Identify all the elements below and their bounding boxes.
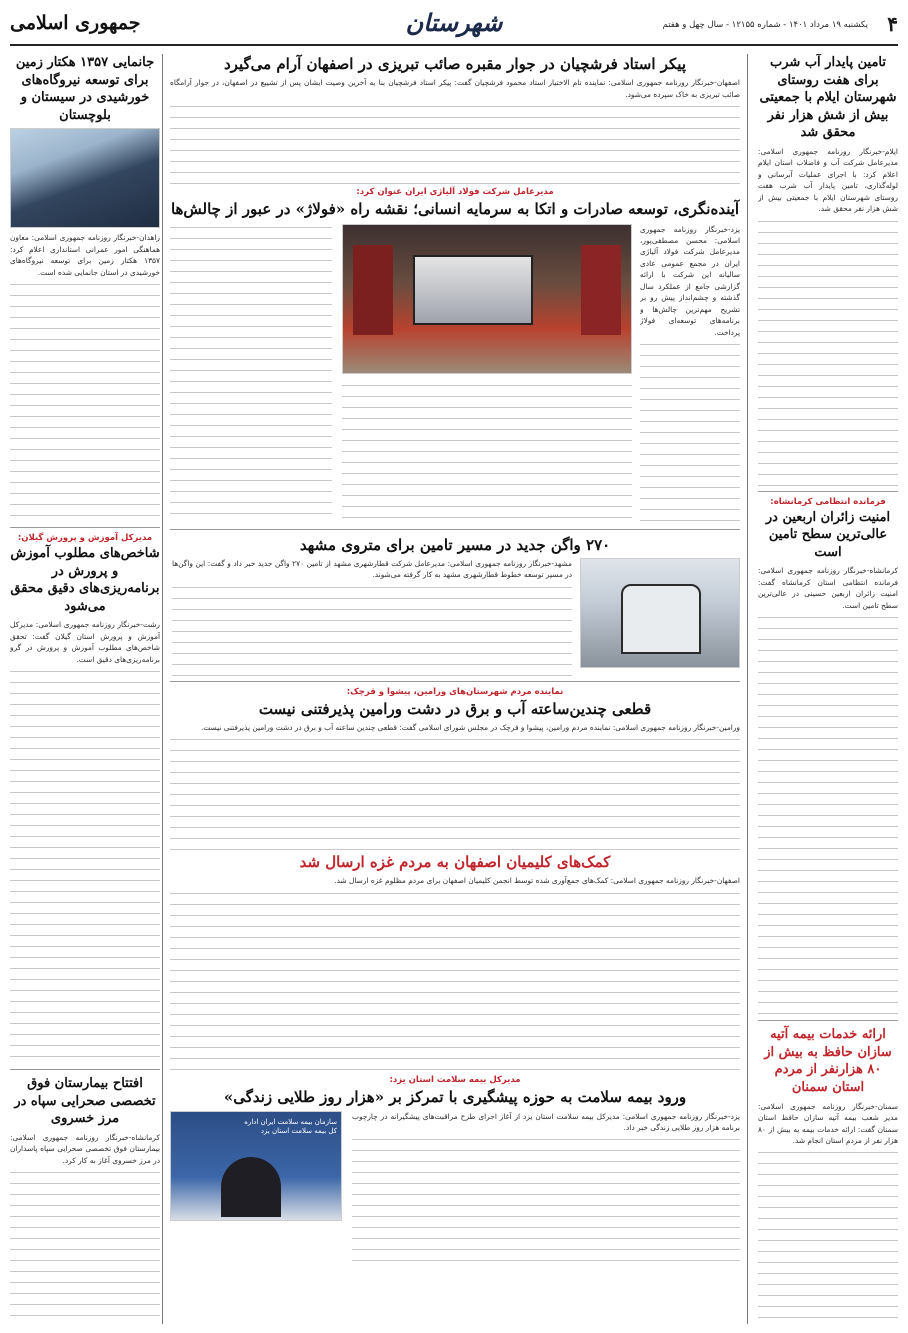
divider [758, 491, 898, 492]
article-title: تامین پایدار آب شرب برای هفت روستای شهرستان ایلام با جمعیتی بیش از شش هزار نفر محقق شد [759, 55, 897, 141]
article-kicker: نماینده مردم شهرستان‌های ورامین، پیشوا و قرچک: [346, 686, 564, 697]
divider [758, 1020, 898, 1021]
article-kicker: فرمانده انتظامی کرمانشاه: [770, 496, 886, 507]
article-title: امنیت زائران اربعین در عالی‌ترین سطح تامین است [765, 509, 891, 560]
article-paragraph: کرمانشاه-خبرنگار روزنامه جمهوری اسلامی: بیمارستان فوق تخصصی صحرایی سپاه پاسداران در مرز خسروی آغاز به کار کرد. [10, 1133, 160, 1165]
main-column [170, 54, 740, 1324]
conference-photo [342, 224, 632, 374]
text-lines [10, 281, 160, 522]
text-lines [758, 218, 898, 486]
article-title: شاخص‌های مطلوب آموزش و پرورش در برنامه‌ریزی‌های دقیق محقق می‌شود [10, 546, 160, 614]
date-line: یکشنبه ۱۹ مرداد ۱۴۰۱ - شماره ۱۲۱۵۵ - سال چهل و هفتم [662, 20, 868, 30]
article-paragraph: اصفهان-خبرنگار روزنامه جمهوری اسلامی: کمک‌های جمع‌آوری شده توسط انجمن کلیمیان اصفهان برای مردم مظلوم غزه ارسال شد. [334, 876, 740, 886]
text-lines [170, 103, 740, 187]
text-lines [10, 1169, 160, 1324]
article-paragraph: ایلام-خبرنگار روزنامه جمهوری اسلامی: مدیرعامل شرکت آب و فاضلاب استان ایلام اعلام کرد: با اجرای عملیات آبرسانی و لوله‌گذاری، تامین پایدار آب شرب هفت روستای شهرستان ایلام با جمعیتی بیش از شش هزار نفر محقق شد. [758, 146, 898, 214]
left-column [10, 54, 160, 1324]
article-body [640, 224, 740, 524]
text-lines [170, 224, 332, 524]
solar-panels-photo [10, 128, 160, 228]
divider [170, 681, 740, 682]
divider [170, 529, 740, 530]
column-rule [162, 54, 163, 1324]
train-front [621, 584, 701, 654]
column-rule [747, 54, 748, 1324]
flowers [581, 245, 621, 335]
article-body [758, 565, 898, 1015]
text-lines [172, 584, 572, 676]
text-lines [342, 382, 632, 524]
article-title: افتتاح بیمارستان فوق تخصصی صحرایی سپاه در مرز خسروی [14, 1076, 156, 1127]
article-paragraph: اصفهان-خبرنگار روزنامه جمهوری اسلامی: نماینده تام الاختیار استاد محمود فرشچیان گفت: پیکر استاد فرشچیان بنا به آخرین وصیت ایشان پس از تشییع در اصفهان، در جوار آرامگاه صائب تبریزی به خاک سپرده می‌شود. [170, 78, 740, 99]
article-paragraph: مشهد-خبرنگار روزنامه جمهوری اسلامی: مدیرعامل شرکت قطارشهری مشهد از تامین ۲۷۰ واگن جدید خبر داد و گفت: این واگن‌ها در مسیر توسعه خطوط قطارشهری مشهد به کار گرفته می‌شوند. [172, 558, 572, 580]
article-paragraph: یزد-خبرنگار روزنامه جمهوری اسلامی: محسن مصطفی‌پور، مدیرعامل شرکت فولاد آلیاژی ایران در مجمع عمومی عادی سالیانه این شرکت با ارائه گزارشی جامع از عملکرد سال گذشته و چشم‌انداز پیش رو بر تشریح مهم‌ترین چالش‌ها و برنامه‌های توسعه‌ای فولاژ پرداخت. [640, 224, 740, 337]
newspaper-brand: جمهوری اسلامی [10, 12, 141, 34]
article-body [172, 558, 572, 676]
article-body [170, 722, 740, 852]
article-title: آینده‌نگری، توسعه صادرات و اتکا به سرمایه انسانی؛ نقشه راه «فولاژ» در عبور از چالش‌ها [170, 200, 740, 219]
metro-photo [580, 558, 740, 668]
text-lines [170, 736, 740, 852]
article-paragraph: یزد-خبرنگار روزنامه جمهوری اسلامی: مدیرکل بیمه سلامت استان یزد از آغاز اجرای طرح مراقبت‌های پیشگیرانه در چارچوب برنامه هزار روز طلایی زندگی خبر داد. [352, 1111, 740, 1132]
article-body [758, 146, 898, 486]
article-body [10, 1132, 160, 1324]
article-title: ۲۷۰ واگن جدید در مسیر تامین برای متروی مشهد [299, 535, 611, 554]
person-silhouette [221, 1157, 281, 1217]
photo-caption: سازمان بیمه سلامت ایران اداره کل بیمه سلامت استان یزد [244, 1117, 337, 1135]
official-photo [170, 1111, 342, 1221]
article-title: پیکر استاد فرشچیان در جوار مقبره صائب تبریزی در اصفهان آرام می‌گیرد [224, 55, 686, 73]
divider [10, 527, 160, 528]
article-body [170, 875, 740, 1075]
divider [10, 1069, 160, 1070]
article-title: قطعی چندین‌ساعته آب و برق در دشت ورامین پذیرفتنی نیست [258, 699, 652, 718]
section-title: شهرستان [405, 8, 503, 37]
article-title: ارائه خدمات بیمه آتیه سازان حافظ به بیش از ۸۰ هزارنفر از مردم استان سمنان [764, 1027, 892, 1096]
article-paragraph: کرمانشاه-خبرنگار روزنامه جمهوری اسلامی: فرمانده انتظامی استان کرمانشاه گفت: امنیت زائران اربعین حسینی در عالی‌ترین سطح تامین است. [758, 566, 898, 610]
article-body [170, 224, 332, 524]
article-title: ورود بیمه سلامت به حوزه پیشگیری با تمرکز بر «هزار روز طلایی زندگی» [223, 1088, 687, 1107]
flowers [353, 245, 393, 335]
article-body [170, 77, 740, 187]
article-title: جانمایی ۱۳۵۷ هکتار زمین برای توسعه نیروگاه‌های خورشیدی در سیستان و بلوچستان [15, 55, 155, 123]
article-title: کمک‌های کلیمیان اصفهان به مردم غزه ارسال شد [299, 853, 611, 871]
stage-screen [413, 255, 533, 325]
article-body [10, 232, 160, 522]
text-lines [758, 614, 898, 1015]
page-number: ۴ [887, 12, 898, 36]
article-body [758, 1101, 898, 1324]
article-body [342, 382, 632, 524]
article-block [170, 224, 740, 524]
article-kicker: مدیرکل بیمه سلامت استان یزد: [389, 1075, 521, 1086]
article-body [352, 1111, 740, 1261]
article-paragraph: سمنان-خبرنگار روزنامه جمهوری اسلامی: مدیر شعب بیمه آتیه سازان حافظ استان سمنان گفت: ارائه خدمات بیمه به بیش از ۸۰ هزار نفر از مردم استان انجام شد. [758, 1101, 898, 1145]
article-block [170, 1111, 740, 1261]
article-kicker: مدیرعامل شرکت فولاد آلیاژی ایران عنوان کرد: [356, 187, 554, 198]
page-header [10, 6, 898, 46]
right-column [758, 54, 898, 1324]
text-lines [758, 1149, 898, 1324]
text-lines [170, 890, 740, 1076]
text-lines [352, 1136, 740, 1260]
text-lines [10, 668, 160, 1064]
article-kicker: مدیرکل آموزش و پرورش گیلان: [17, 533, 153, 544]
article-paragraph: زاهدان-خبرنگار روزنامه جمهوری اسلامی: معاون هماهنگی امور عمرانی استانداری اعلام کرد: ۱۳۵۷ هکتار زمین برای توسعه نیروگاه‌های خورشیدی در استان جانمایی شده است. [10, 233, 160, 277]
article-paragraph: ورامین-خبرنگار روزنامه جمهوری اسلامی: نماینده مردم ورامین، پیشوا و قرچک در مجلس شورای اسلامی گفت: قطعی چندین ساعته آب و برق در دشت ورامین پذیرفتنی نیست. [200, 723, 740, 732]
article-block [170, 558, 740, 676]
article-body [10, 619, 160, 1064]
text-lines [640, 341, 740, 523]
article-paragraph: رشت-خبرنگار روزنامه جمهوری اسلامی: مدیرکل آموزش و پرورش استان گیلان گفت: تحقق شاخص‌های مطلوب آموزش و پرورش در گرو برنامه‌ریزی‌های دقیق است. [10, 620, 160, 664]
